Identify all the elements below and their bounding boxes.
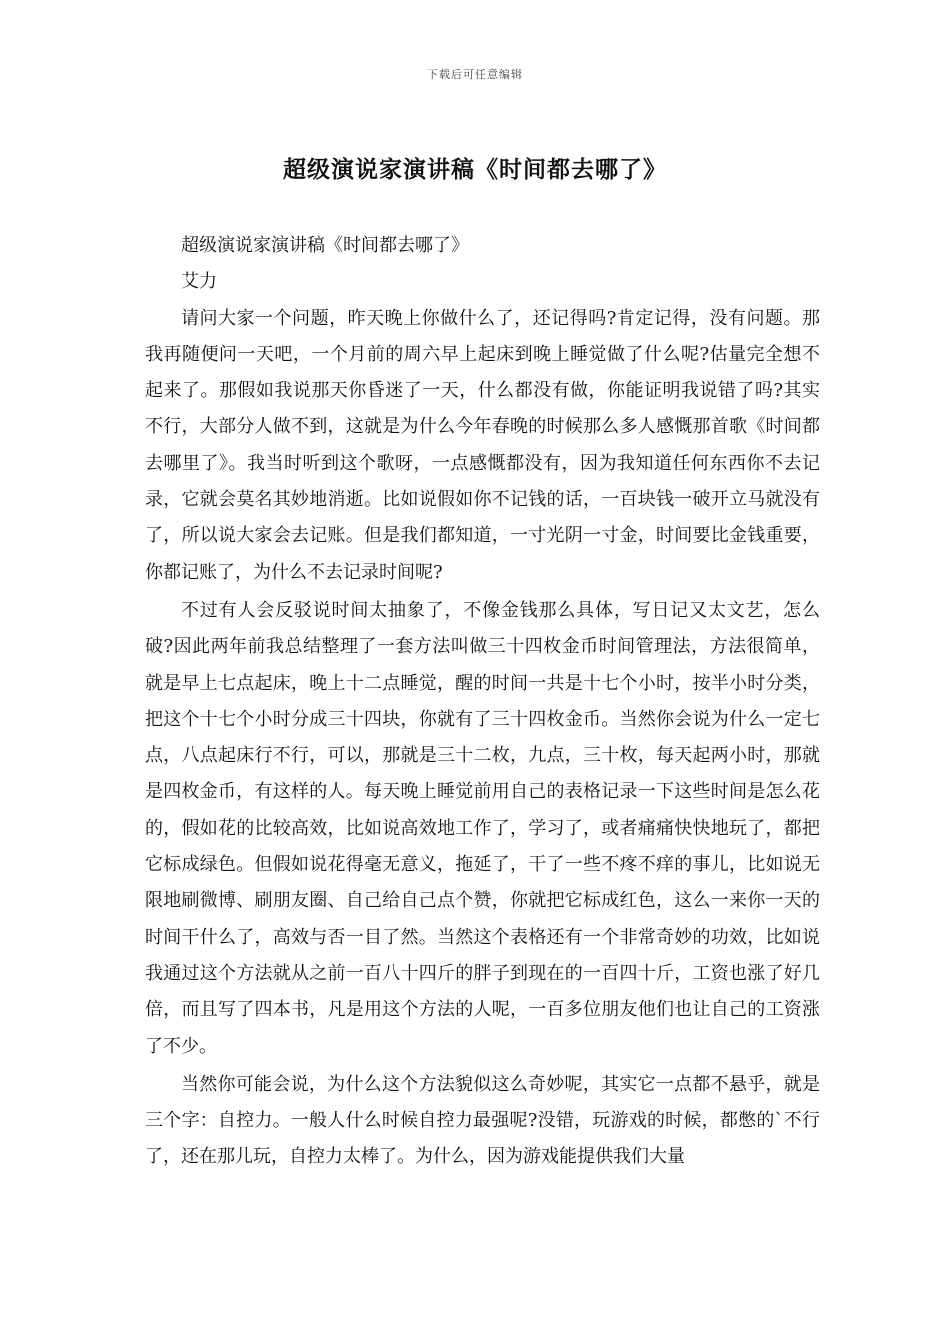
paragraph: 当然你可能会说，为什么这个方法貌似这么奇妙呢，其实它一点都不悬乎，就是三个字：自控力。一般人什么时候自控力最强呢?没错，玩游戏的时候，都憋的`不行了，还在那儿玩，自控力太棒了。为什么，因为游戏能提供我们大量: [145, 1073, 820, 1168]
page-header-note: 下载后可任意编辑: [427, 68, 523, 81]
document-title: 超级演说家演讲稿《时间都去哪了》: [283, 156, 667, 183]
paragraph: 不过有人会反驳说时间太抽象了，不像金钱那么具体，写日记又太文艺，怎么破?因此两年前我总结整理了一套方法叫做三十四枚金币时间管理法，方法很简单，就是早上七点起床，晚上十二点睡觉，醒的时间一共是十七个小时，按半小时分类，把这个十七个小时分成三十四块，你就有了三十四枚金币。当然你会说为什么一定七点，八点起床行不行，可以，那就是三十二枚，九点，三十枚，每天起两小时，那就是四枚金币，有这样的人。每天晚上睡觉前用自己的表格记录一下这些时间是怎么花的，假如花的比较高效，比如说高效地工作了，学习了，或者痛痛快快地玩了，都把它标成绿色。但假如说花得毫无意义，拖延了，干了一些不疼不痒的事儿，比如说无限地刷微博、刷朋友圈、自己给自己点个赞，你就把它标成红色，这么一来你一天的时间干什么了，高效与否一目了然。当然这个表格还有一个非常奇妙的功效，比如说我通过这个方法就从之前一百八十四斤的胖子到现在的一百四十斤，工资也涨了好几倍，而且写了四本书，凡是用这个方法的人呢，一百多位朋友他们也让自己的工资涨了不少。: [145, 599, 820, 1057]
document-author: 艾力: [181, 271, 217, 293]
document-body: [145, 228, 820, 1176]
paragraph: 请问大家一个问题，昨天晚上你做什么了，还记得吗?肯定记得，没有问题。那我再随便问一天吧，一个月前的周六早上起床到晚上睡觉做了什么呢?估量完全想不起来了。那假如我说那天你昏迷了一天，什么都没有做，你能证明我说错了吗?其实不行，大部分人做不到，这就是为什么今年春晚的时候那么多人感慨那首歌《时间都去哪里了》。我当时听到这个歌呀，一点感慨都没有，因为我知道任何东西你不去记录，它就会莫名其妙地消逝。比如说假如你不记钱的话，一百块钱一破开立马就没有了，所以说大家会去记账。但是我们都知道，一寸光阴一寸金，时间要比金钱重要，你都记账了，为什么不去记录时间呢?: [145, 307, 820, 583]
document-subtitle: 超级演说家演讲稿《时间都去哪了》: [181, 235, 469, 256]
